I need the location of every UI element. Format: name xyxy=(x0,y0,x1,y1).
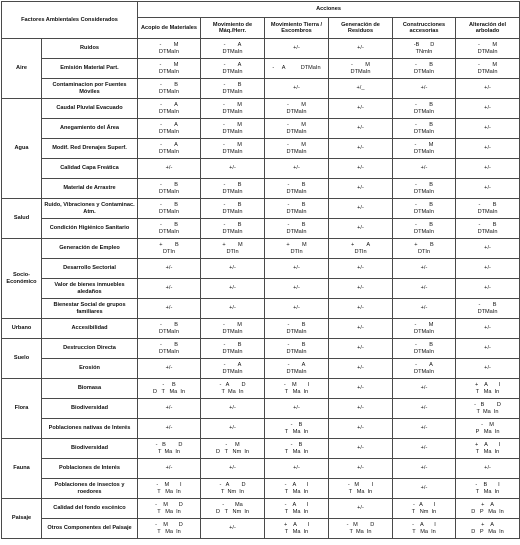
impact-cell: - M DTMaIn xyxy=(329,59,393,79)
impact-cell: - B DTMaIn xyxy=(456,299,520,319)
matrix-row xyxy=(2,319,520,339)
matrix-row xyxy=(2,99,520,119)
matrix-row xyxy=(2,439,520,459)
impact-cell: +/- xyxy=(456,179,520,199)
impact-cell: + B DTIn xyxy=(393,239,456,259)
impact-cell: - A DTMaIn xyxy=(201,359,265,379)
factor-category: Salud xyxy=(2,199,42,239)
impact-cell: - B DTMaIn xyxy=(393,219,456,239)
impact-cell: +/- xyxy=(393,259,456,279)
impact-cell: + A I T Ma In xyxy=(456,379,520,399)
impact-cell: - A D T Ma In xyxy=(201,379,265,399)
impact-cell: - B DTMaIn xyxy=(456,219,520,239)
factor-category: Socio-Económico xyxy=(2,239,42,319)
impact-cell: +/- xyxy=(329,259,393,279)
matrix-row xyxy=(2,39,520,59)
impact-cell: - A D T Nm In xyxy=(201,479,265,499)
factor-label: Poblaciones de Interés xyxy=(42,459,138,479)
impact-cell: +/- xyxy=(456,459,520,479)
factor-label: Ruido, Vibraciones y Contaminac. Atm. xyxy=(42,199,138,219)
impact-cell: - A DTMaIn xyxy=(138,99,201,119)
impact-cell: - B DTMaIn xyxy=(201,219,265,239)
impact-cell: - M DTMaIn xyxy=(138,39,201,59)
impact-cell: +/- xyxy=(138,399,201,419)
impact-cell: - B DTMaIn xyxy=(265,339,329,359)
impact-cell: +/- xyxy=(393,459,456,479)
impact-cell: - A DTMaIn xyxy=(201,59,265,79)
impact-cell: +/- xyxy=(138,299,201,319)
factor-label: Condición Higiénico Sanitario xyxy=(42,219,138,239)
factor-label: Calidad del fondo escénico xyxy=(42,499,138,519)
impact-cell: - B DTMaIn xyxy=(393,119,456,139)
impact-cell: - M D T Ma In xyxy=(329,519,393,539)
impact-cell: +/- xyxy=(456,279,520,299)
impact-cell: +/- xyxy=(456,239,520,259)
impact-cell: - B DTMaIn xyxy=(201,199,265,219)
impact-cell: - M DTMaIn xyxy=(265,99,329,119)
factor-category: Urbano xyxy=(2,319,42,339)
impact-cell: +/- xyxy=(393,279,456,299)
factor-label: Erosión xyxy=(42,359,138,379)
factor-category: Paisaje xyxy=(2,499,42,539)
impact-cell: +/- xyxy=(265,79,329,99)
factor-label: Material de Arrastre xyxy=(42,179,138,199)
impact-cell: - M I T Ma In xyxy=(138,479,201,499)
impact-cell: +/- xyxy=(329,199,393,219)
factor-label: Generación de Empleo xyxy=(42,239,138,259)
matrix-row xyxy=(2,79,520,99)
impact-cell: - M DTMaIn xyxy=(393,139,456,159)
factor-label: Poblaciones de insectos y roedores xyxy=(42,479,138,499)
matrix-row xyxy=(2,279,520,299)
impact-cell: - B DTMaIn xyxy=(138,199,201,219)
impact-cell: +/- xyxy=(329,459,393,479)
impact-cell: - M DTMaIn xyxy=(393,319,456,339)
factor-label: Caudal Pluvial Evacuado xyxy=(42,99,138,119)
impact-cell: +/- xyxy=(201,459,265,479)
factor-label: Biodiversidad xyxy=(42,399,138,419)
factor-label: Desarrollo Sectorial xyxy=(42,259,138,279)
impact-cell: +/- xyxy=(456,119,520,139)
impact-cell: +/- xyxy=(393,399,456,419)
factor-category: Fauna xyxy=(2,439,42,499)
impact-cell: +/- xyxy=(265,299,329,319)
impact-cell: - B DTMaIn xyxy=(138,79,201,99)
factor-label: Contaminacion por Fuentes Móviles xyxy=(42,79,138,99)
impact-cell: +/- xyxy=(138,279,201,299)
impact-cell: +/- xyxy=(329,419,393,439)
factor-label: Destruccion Directa xyxy=(42,339,138,359)
impact-cell: +/- xyxy=(201,259,265,279)
impact-matrix-body xyxy=(2,2,520,539)
impact-cell: - B D T Ma In xyxy=(456,399,520,419)
impact-cell: +/- xyxy=(393,79,456,99)
impact-cell: +/- xyxy=(138,419,201,439)
action-header: Alteración del arbolado xyxy=(456,18,520,39)
factor-label: Emisión Material Part. xyxy=(42,59,138,79)
impact-cell: -B D TNmIn xyxy=(393,39,456,59)
impact-cell: +/- xyxy=(329,119,393,139)
factor-label: Anegamiento del Área xyxy=(42,119,138,139)
impact-cell: +/- xyxy=(265,279,329,299)
impact-cell: - M DTMaIn xyxy=(265,119,329,139)
impact-cell: - M DTMaIn xyxy=(265,139,329,159)
matrix-row xyxy=(2,259,520,279)
impact-cell: - M DTMaIn xyxy=(138,59,201,79)
impact-cell: - M DTMaIn xyxy=(201,139,265,159)
impact-cell: - A I T Ma In xyxy=(265,479,329,499)
factor-label: Modif. Red Drenajes Superf. xyxy=(42,139,138,159)
impact-cell: - M P Ma In xyxy=(456,419,520,439)
impact-cell: - M I T Ma In xyxy=(265,379,329,399)
impact-cell: - A DTMaIn xyxy=(201,39,265,59)
impact-cell: +/- xyxy=(393,379,456,399)
impact-cell: +/- xyxy=(138,359,201,379)
factor-label: Valor de bienes inmuebles aledaños xyxy=(42,279,138,299)
impact-cell: +/- xyxy=(456,339,520,359)
impact-cell: +/- xyxy=(329,219,393,239)
matrix-row xyxy=(2,179,520,199)
factors-header: Factores Ambientales Considerados xyxy=(2,2,138,39)
matrix-row xyxy=(2,159,520,179)
impact-cell: - M DTMaIn xyxy=(201,99,265,119)
matrix-row xyxy=(2,479,520,499)
impact-cell: +/- xyxy=(329,359,393,379)
impact-cell: +/- xyxy=(329,159,393,179)
impact-cell: +/- xyxy=(456,159,520,179)
matrix-row xyxy=(2,519,520,539)
impact-cell: +/- xyxy=(329,439,393,459)
impact-cell: - Ma D T Nm In xyxy=(201,499,265,519)
impact-cell: - B DTMaIn xyxy=(393,199,456,219)
impact-cell: - A I T Ma In xyxy=(265,499,329,519)
factor-label: Biomasa xyxy=(42,379,138,399)
actions-header: Acciones xyxy=(138,2,520,18)
impact-cell: +/- xyxy=(265,39,329,59)
impact-cell: - B D T Ma In xyxy=(138,439,201,459)
impact-cell: - A I T Ma In xyxy=(393,519,456,539)
impact-cell: - B DTMaIn xyxy=(456,199,520,219)
matrix-row xyxy=(2,339,520,359)
impact-cell: +/- xyxy=(456,139,520,159)
factor-label: Ruidos xyxy=(42,39,138,59)
matrix-row xyxy=(2,499,520,519)
matrix-row xyxy=(2,119,520,139)
action-header: Movimiento de Máq./Herr. xyxy=(201,18,265,39)
impact-cell: +/- xyxy=(329,179,393,199)
factor-category: Aire xyxy=(2,39,42,99)
impact-cell: - B DTMaIn xyxy=(265,179,329,199)
matrix-row xyxy=(2,359,520,379)
impact-cell: - A DTMaIn xyxy=(138,119,201,139)
impact-cell: +/- xyxy=(138,459,201,479)
impact-cell: + M DTIn xyxy=(201,239,265,259)
impact-cell: - B DTMaIn xyxy=(138,219,201,239)
impact-cell: +/_ xyxy=(329,79,393,99)
action-header: Movimiento Tierra / Escombros xyxy=(265,18,329,39)
impact-cell: - B DTMaIn xyxy=(201,79,265,99)
impact-cell: +/- xyxy=(329,339,393,359)
impact-cell: + A D P Ma In xyxy=(456,499,520,519)
impact-cell: + A DTIn xyxy=(329,239,393,259)
factor-category: Agua xyxy=(2,99,42,199)
impact-cell: - B DTMaIn xyxy=(201,339,265,359)
impact-cell: +/- xyxy=(329,299,393,319)
factor-label: Biodiversidad xyxy=(42,439,138,459)
impact-cell: - B DTMaIn xyxy=(393,59,456,79)
impact-cell: - M D T Ma In xyxy=(138,519,201,539)
impact-cell: +/- xyxy=(329,39,393,59)
impact-cell: +/- xyxy=(329,319,393,339)
impact-cell: - A I T Nm In xyxy=(393,499,456,519)
impact-cell: - B DTMaIn xyxy=(393,99,456,119)
impact-cell: - M DTMaIn xyxy=(201,319,265,339)
impact-cell: - B DTMaIn xyxy=(138,179,201,199)
impact-cell: + M DTIn xyxy=(265,239,329,259)
impact-cell: +/- xyxy=(329,279,393,299)
impact-cell: +/- xyxy=(201,399,265,419)
impact-cell: - M D T Nm In xyxy=(201,439,265,459)
impact-cell: +/- xyxy=(201,519,265,539)
impact-cell: - B D T Ma In xyxy=(138,379,201,399)
impact-cell: - B T Ma In xyxy=(265,419,329,439)
impact-matrix-table xyxy=(1,1,520,539)
impact-cell: +/- xyxy=(393,419,456,439)
matrix-row xyxy=(2,59,520,79)
factor-label: Poblaciones nativas de Interés xyxy=(42,419,138,439)
impact-cell: - B DTMaIn xyxy=(265,219,329,239)
factor-category: Suelo xyxy=(2,339,42,379)
impact-cell: - B DTMaIn xyxy=(393,179,456,199)
factor-label: Otros Componentes del Paisaje xyxy=(42,519,138,539)
impact-cell: - A DTMaIn xyxy=(138,139,201,159)
impact-cell: - M D T Ma In xyxy=(138,499,201,519)
matrix-row xyxy=(2,199,520,219)
matrix-row xyxy=(2,139,520,159)
impact-cell: + A I T Ma In xyxy=(265,519,329,539)
impact-cell: +/- xyxy=(456,319,520,339)
matrix-row xyxy=(2,379,520,399)
impact-cell: + A I T Ma In xyxy=(456,439,520,459)
impact-cell: - B T Ma In xyxy=(265,439,329,459)
impact-cell: +/- xyxy=(329,99,393,119)
impact-cell: +/- xyxy=(456,99,520,119)
impact-cell: +/- xyxy=(201,299,265,319)
impact-cell: - M DTMaIn xyxy=(456,59,520,79)
impact-cell: +/- xyxy=(456,259,520,279)
impact-cell: +/- xyxy=(329,499,393,519)
impact-cell: +/- xyxy=(393,159,456,179)
matrix-row xyxy=(2,239,520,259)
impact-cell: +/- xyxy=(138,159,201,179)
impact-cell: +/- xyxy=(329,379,393,399)
impact-cell: +/- xyxy=(329,139,393,159)
impact-cell: - B DTMaIn xyxy=(265,199,329,219)
impact-cell: - B DTMaIn xyxy=(265,319,329,339)
impact-cell: +/- xyxy=(393,479,456,499)
impact-cell: +/- xyxy=(201,159,265,179)
matrix-row xyxy=(2,219,520,239)
impact-cell: +/- xyxy=(265,399,329,419)
impact-cell: - B DTMaIn xyxy=(138,339,201,359)
impact-cell: +/- xyxy=(201,419,265,439)
impact-cell: - A DTMaIn xyxy=(265,59,329,79)
impact-cell: - M DTMaIn xyxy=(456,39,520,59)
impact-cell: +/- xyxy=(393,439,456,459)
impact-cell: +/- xyxy=(138,259,201,279)
action-header: Generación de Residuos xyxy=(329,18,393,39)
impact-cell: - B I T Ma In xyxy=(456,479,520,499)
matrix-row xyxy=(2,459,520,479)
matrix-row xyxy=(2,299,520,319)
impact-cell: - A DTMaIn xyxy=(393,359,456,379)
impact-cell: - B DTMaIn xyxy=(201,179,265,199)
impact-cell: +/- xyxy=(456,79,520,99)
impact-cell: + B DTIn xyxy=(138,239,201,259)
action-header: Construcciones accesorias xyxy=(393,18,456,39)
factor-label: Accesibilidad xyxy=(42,319,138,339)
matrix-row xyxy=(2,419,520,439)
impact-cell: + A D P Ma In xyxy=(456,519,520,539)
factor-label: Bienestar Social de grupos familiares xyxy=(42,299,138,319)
impact-cell: - A DTMaIn xyxy=(265,359,329,379)
impact-cell: +/- xyxy=(265,259,329,279)
factor-label: Calidad Capa Freática xyxy=(42,159,138,179)
impact-cell: - B DTMaIn xyxy=(393,339,456,359)
impact-cell: - M DTMaIn xyxy=(201,119,265,139)
impact-cell: +/- xyxy=(456,359,520,379)
impact-cell: +/- xyxy=(329,399,393,419)
impact-cell: +/- xyxy=(201,279,265,299)
impact-cell: - M I T Ma In xyxy=(329,479,393,499)
factor-category: Flora xyxy=(2,379,42,439)
impact-cell: - B DTMaIn xyxy=(138,319,201,339)
impact-cell: +/- xyxy=(265,459,329,479)
action-header: Acopio de Materiales xyxy=(138,18,201,39)
impact-cell: +/- xyxy=(265,159,329,179)
impact-cell: +/- xyxy=(393,299,456,319)
matrix-row xyxy=(2,399,520,419)
